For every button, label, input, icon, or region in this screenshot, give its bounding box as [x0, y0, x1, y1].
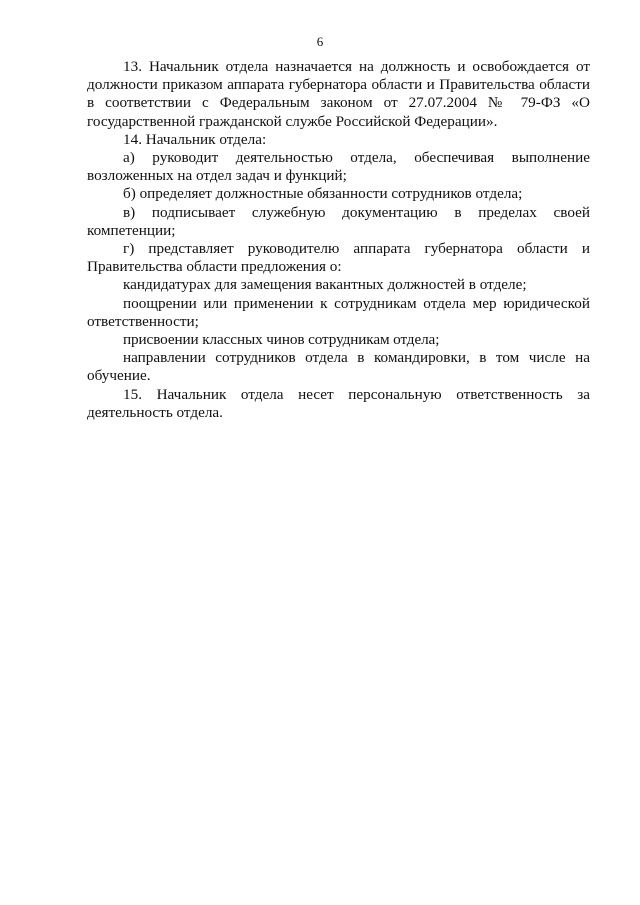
list-item-14b: б) определяет должностные обязанности сотрудников отдела; [123, 185, 523, 203]
list-item-14c: в) подписывает служебную документацию в пределах своей компетенции; [87, 203, 590, 239]
sub-item-vacancies: кандидатурах для замещения вакантных должностей в отделе; [123, 276, 527, 294]
document-body [87, 58, 590, 422]
paragraph-13: 13. Начальник отдела назначается на должность и освобождается от должности приказом аппарата губернатора области и Правительства области в соответствии с Федеральным законом от 27.07.2004 № 79-ФЗ «О государственной гражданской службе Российской Федерации». [87, 58, 590, 130]
list-item-14d: г) представляет руководителю аппарата губернатора области и Правительства области предложения о: [87, 240, 590, 276]
page-number: 6 [316, 34, 324, 49]
sub-item-business-trips: направлении сотрудников отдела в командировки, в том числе на обучение. [87, 349, 590, 385]
sub-item-incentives: поощрении или применении к сотрудникам отдела мер юридической ответственности; [87, 294, 590, 330]
paragraph-14: 14. Начальник отдела: [123, 130, 267, 148]
paragraph-15: 15. Начальник отдела несет персональную ответственность за деятельность отдела. [87, 385, 590, 421]
sub-item-class-ranks: присвоении классных чинов сотрудникам отдела; [123, 331, 440, 349]
list-item-14a: а) руководит деятельностью отдела, обеспечивая выполнение возложенных на отдел задач и функций; [87, 149, 590, 185]
